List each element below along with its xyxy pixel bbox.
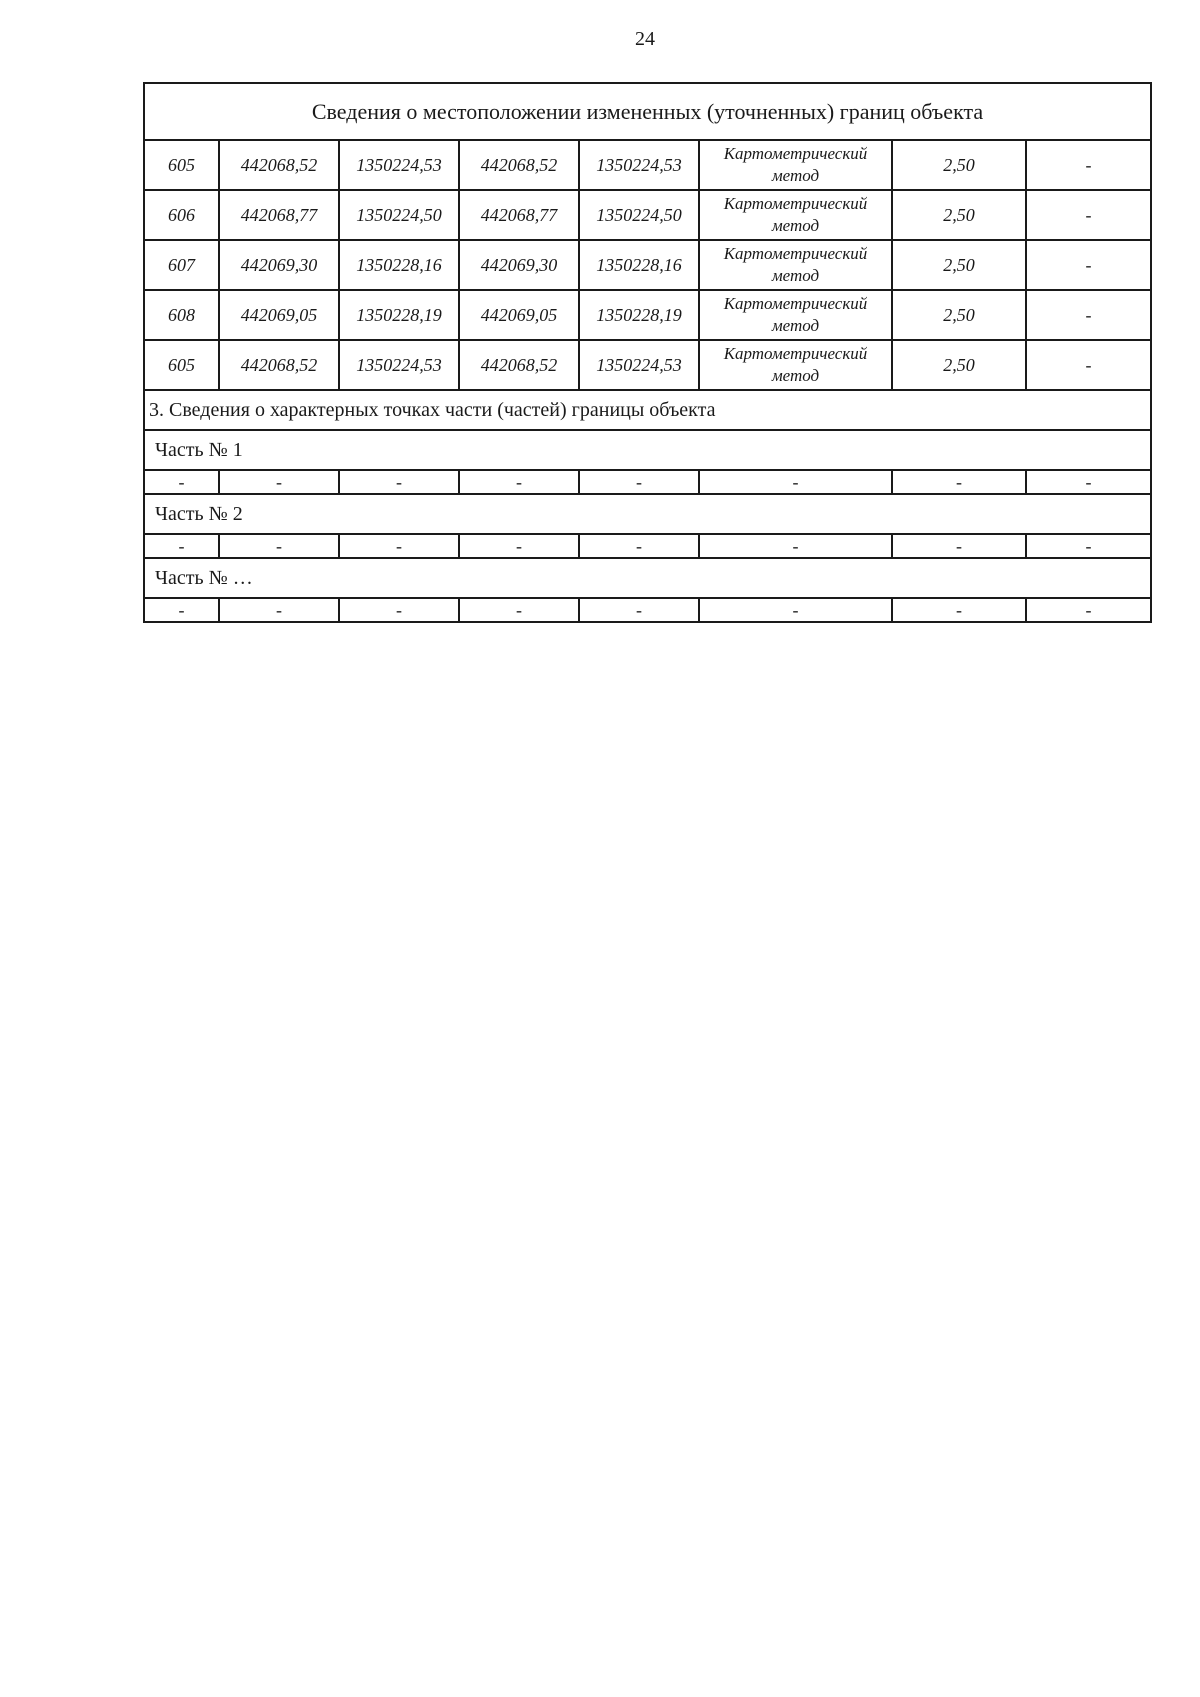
empty-cell: - [459, 534, 579, 558]
y-new-coord-cell: 1350228,19 [579, 290, 699, 340]
x-new-coord-cell: 442068,52 [459, 340, 579, 390]
accuracy-cell: 2,50 [892, 140, 1026, 190]
empty-cell: - [144, 598, 219, 622]
empty-cell: - [144, 534, 219, 558]
x-coord-cell: 442069,05 [219, 290, 339, 340]
method-cell [699, 290, 892, 340]
method-line-1: Картометрический [723, 244, 868, 263]
empty-cell: - [219, 534, 339, 558]
part-label: Часть № 2 [144, 494, 1151, 534]
table-row [144, 290, 1151, 340]
point-number-cell: 608 [144, 290, 219, 340]
method-line-1: Картометрический [723, 144, 868, 163]
empty-cell: - [892, 598, 1026, 622]
empty-cell: - [579, 470, 699, 494]
method-line-2: метод [771, 166, 820, 185]
accuracy-cell: 2,50 [892, 240, 1026, 290]
section-3-heading: 3. Сведения о характерных точках части (частей) границы объекта [144, 390, 1151, 430]
empty-cell: - [579, 598, 699, 622]
empty-cell: - [579, 534, 699, 558]
y-new-coord-cell: 1350224,50 [579, 190, 699, 240]
empty-cell: - [339, 470, 459, 494]
note-cell: - [1026, 190, 1151, 240]
table-row [144, 190, 1151, 240]
note-cell: - [1026, 340, 1151, 390]
empty-cell: - [699, 598, 892, 622]
page-number: 24 [635, 28, 655, 50]
y-coord-cell: 1350224,53 [339, 340, 459, 390]
x-coord-cell: 442068,52 [219, 340, 339, 390]
y-new-coord-cell: 1350224,53 [579, 140, 699, 190]
x-new-coord-cell: 442068,77 [459, 190, 579, 240]
empty-cell: - [219, 598, 339, 622]
empty-cell: - [699, 470, 892, 494]
x-new-coord-cell: 442068,52 [459, 140, 579, 190]
method-line-2: метод [771, 266, 820, 285]
part-label: Часть № 1 [144, 430, 1151, 470]
point-number-cell: 606 [144, 190, 219, 240]
y-new-coord-cell: 1350224,53 [579, 340, 699, 390]
y-coord-cell: 1350224,50 [339, 190, 459, 240]
empty-cell: - [459, 598, 579, 622]
x-coord-cell: 442068,52 [219, 140, 339, 190]
empty-cell: - [699, 534, 892, 558]
boundary-table [143, 82, 1152, 623]
empty-cell: - [1026, 470, 1151, 494]
x-new-coord-cell: 442069,05 [459, 290, 579, 340]
note-cell: - [1026, 290, 1151, 340]
empty-cell: - [1026, 534, 1151, 558]
x-coord-cell: 442069,30 [219, 240, 339, 290]
part-label: Часть № … [144, 558, 1151, 598]
method-line-1: Картометрический [723, 294, 868, 313]
accuracy-cell: 2,50 [892, 290, 1026, 340]
part-row [144, 470, 1151, 494]
empty-cell: - [892, 534, 1026, 558]
table-row [144, 240, 1151, 290]
point-number-cell: 605 [144, 140, 219, 190]
method-line-2: метод [771, 316, 820, 335]
method-cell [699, 190, 892, 240]
empty-cell: - [1026, 598, 1151, 622]
method-line-1: Картометрический [723, 344, 868, 363]
part-row [144, 534, 1151, 558]
y-coord-cell: 1350228,19 [339, 290, 459, 340]
accuracy-cell: 2,50 [892, 340, 1026, 390]
empty-cell: - [339, 598, 459, 622]
empty-cell: - [459, 470, 579, 494]
empty-cell: - [339, 534, 459, 558]
empty-cell: - [144, 470, 219, 494]
table-title: Сведения о местоположении измененных (уточненных) границ объекта [144, 83, 1151, 140]
accuracy-cell: 2,50 [892, 190, 1026, 240]
x-coord-cell: 442068,77 [219, 190, 339, 240]
method-line-2: метод [771, 216, 820, 235]
y-coord-cell: 1350224,53 [339, 140, 459, 190]
x-new-coord-cell: 442069,30 [459, 240, 579, 290]
part-row [144, 598, 1151, 622]
point-number-cell: 607 [144, 240, 219, 290]
method-line-2: метод [771, 366, 820, 385]
method-cell [699, 240, 892, 290]
point-number-cell: 605 [144, 340, 219, 390]
empty-cell: - [892, 470, 1026, 494]
table-row [144, 340, 1151, 390]
table-row [144, 140, 1151, 190]
y-coord-cell: 1350228,16 [339, 240, 459, 290]
y-new-coord-cell: 1350228,16 [579, 240, 699, 290]
method-line-1: Картометрический [723, 194, 868, 213]
method-cell [699, 340, 892, 390]
method-cell [699, 140, 892, 190]
empty-cell: - [219, 470, 339, 494]
note-cell: - [1026, 240, 1151, 290]
note-cell: - [1026, 140, 1151, 190]
